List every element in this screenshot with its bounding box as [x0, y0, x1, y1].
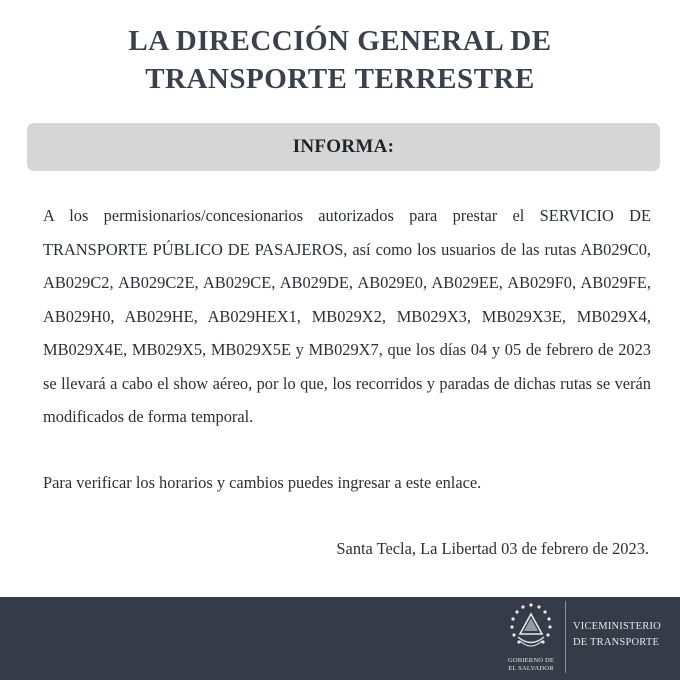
footer-bar	[0, 597, 680, 680]
footer-divider	[565, 601, 566, 673]
verify-paragraph: Para verificar los horarios y cambios puedes ingresar a este enlace.	[43, 473, 482, 492]
gov-line-1: GOBIERNO DE	[507, 657, 555, 664]
banner-label: INFORMA:	[292, 136, 395, 157]
vice-line-1: VICEMINISTERIO	[573, 621, 661, 632]
informa-banner	[27, 123, 660, 171]
gov-label	[498, 657, 564, 673]
title-line-1: LA DIRECCIÓN GENERAL DE	[128, 25, 552, 57]
notice-paragraph: A los permisionarios/concesionarios autorizados para prestar el SERVICIO DE TRANSPORTE PÚBLICO DE PASAJEROS, así como los usuarios de las rutas AB029C0, AB029C2, AB029C2E, AB029CE, AB029DE, AB029E0, AB029EE, AB029F0, AB029FE, AB029H0, AB029HE, AB029HEX1, MB029X2, MB029X3, MB029X3E, MB029X4, MB029X4E, MB029X5, MB029X5E y MB029X7, que los días 04 y 05 de febrero de 2023 se llevará a cabo el show aéreo, por lo que, los recorridos y paradas de dichas rutas se verán modificados de forma temporal.	[43, 206, 651, 426]
dateline: Santa Tecla, La Libertad 03 de febrero de 2023.	[336, 539, 649, 558]
gov-line-2: EL SALVADOR	[508, 665, 554, 672]
el-salvador-coat-of-arms-icon	[506, 601, 556, 655]
title-line-2: TRANSPORTE TERRESTRE	[145, 63, 535, 95]
viceministerio-label	[573, 619, 677, 651]
government-emblem	[498, 601, 564, 677]
page-title	[0, 22, 680, 98]
vice-line-2: DE TRANSPORTE	[573, 637, 660, 648]
